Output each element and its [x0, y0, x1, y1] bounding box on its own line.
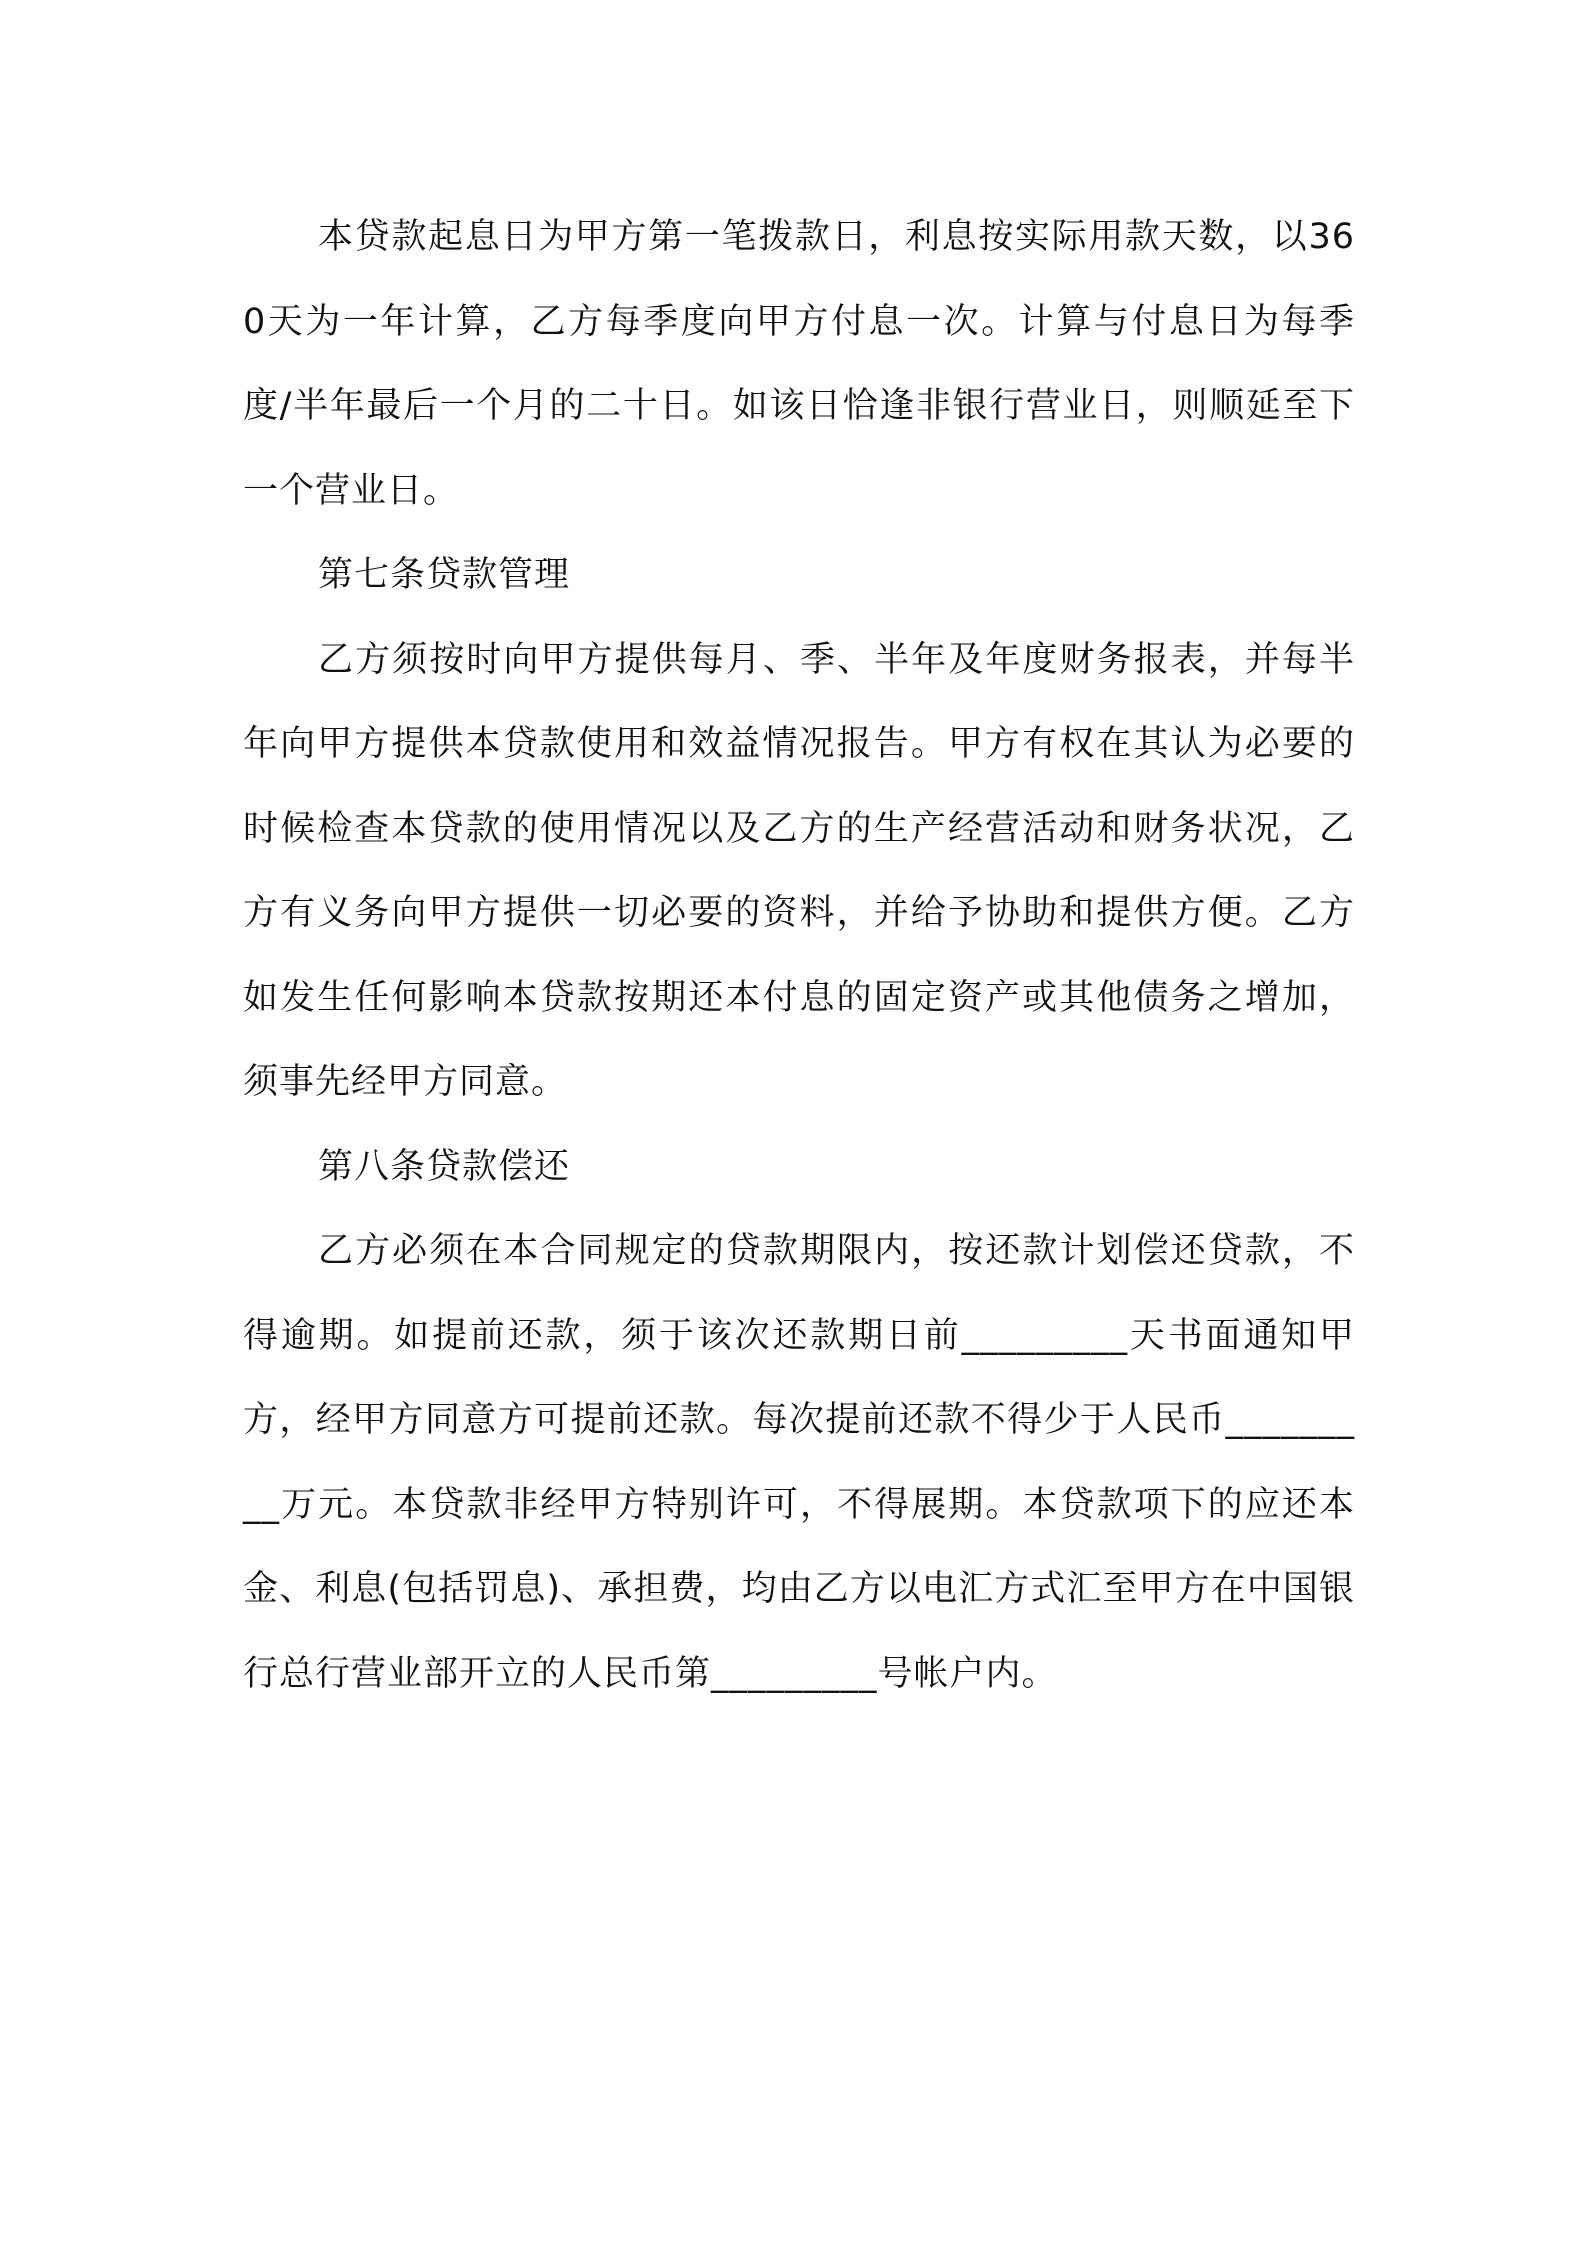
- paragraph-loan-repayment: 乙方必须在本合同规定的贷款期限内，按还款计划偿还贷款，不得逾期。如提前还款，须于该次还款期日前_________天书面通知甲方，经甲方同意方可提前还款。每次提前还款不得少于人民币_________万元。本贷款非经甲方特别许可，不得展期。本贷款项下的应还本金、利息(包括罚息)、承担费，均由乙方以电汇方式汇至甲方在中国银行总行营业部开立的人民币第_________号帐户内。: [243, 1231, 1355, 1694]
- document-body: [243, 195, 1355, 1716]
- heading-article-7-loan-management: 第七条贷款管理: [318, 555, 571, 595]
- paragraph-loan-management: 乙方须按时向甲方提供每月、季、半年及年度财务报表，并每半年向甲方提供本贷款使用和效益情况报告。甲方有权在其认为必要的时候检查本贷款的使用情况以及乙方的生产经营活动和财务状况，乙方有义务向甲方提供一切必要的资料，并给予协助和提供方便。乙方如发生任何影响本贷款按期还本付息的固定资产或其他债务之增加，须事先经甲方同意。: [243, 639, 1355, 1102]
- paragraph-interest-start: 本贷款起息日为甲方第一笔拨款日，利息按实际用款天数，以360天为一年计算，乙方每季度向甲方付息一次。计算与付息日为每季度/半年最后一个月的二十日。如该日恰逢非银行营业日，则顺延至下一个营业日。: [243, 217, 1355, 511]
- heading-article-8-loan-repayment: 第八条贷款偿还: [318, 1146, 571, 1187]
